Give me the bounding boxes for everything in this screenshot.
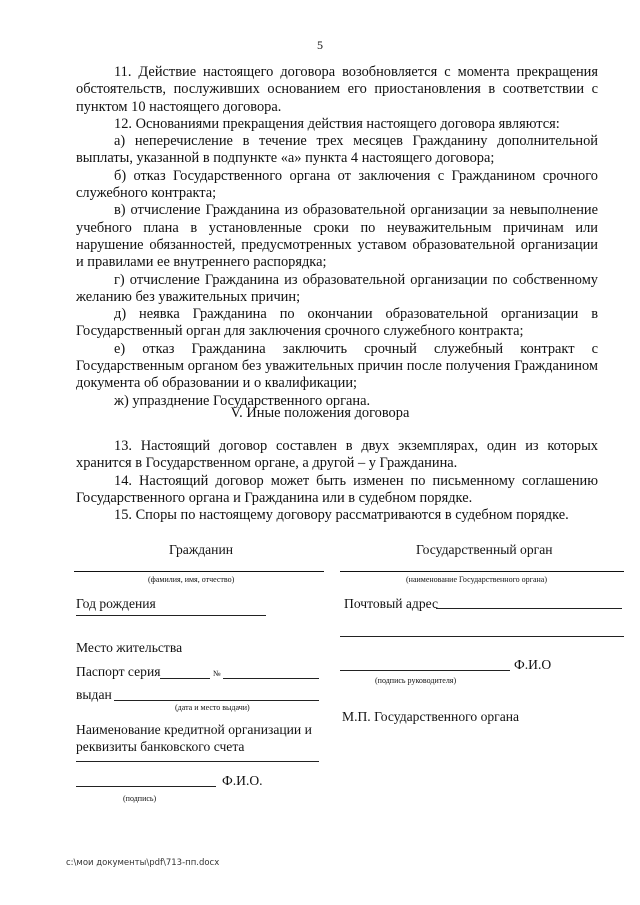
postal-address-label: Почтовый адрес — [344, 596, 439, 611]
passport-number-sign: № — [213, 669, 221, 678]
bank-line — [76, 761, 319, 762]
birth-year-line — [76, 615, 266, 616]
birth-year-label: Год рождения — [76, 596, 156, 611]
citizen-heading: Гражданин — [169, 542, 233, 557]
clause-zh: ж) упразднение Государственного органа. — [114, 392, 371, 409]
contract-text-section-5 — [76, 438, 598, 524]
paragraph-13: 13. Настоящий договор составлен в двух экземплярах, один из которых хранится в Государственном органе, а другой – у Гражданина. — [76, 438, 598, 472]
clause-v: в) отчисление Гражданина из образовательной организации за невыполнение учебного плана в установленные сроки по неуважительным причинам или нарушение обязанностей, предусмотренных уставом образовательной организации и правилами ее внутреннего распорядка; — [76, 202, 598, 271]
passport-series-label: Паспорт серия — [76, 664, 161, 679]
postal-address-line-2 — [340, 636, 624, 637]
footer-file-path: c:\мои документы\pdf\713-пп.docx — [66, 858, 220, 868]
state-body-heading: Государственный орган — [416, 542, 553, 557]
head-sign-caption: (подпись руководителя) — [375, 676, 457, 685]
postal-address-line — [436, 608, 622, 609]
residence-label: Место жительства — [76, 640, 183, 655]
issued-label: выдан — [76, 687, 112, 702]
paragraph-11: 11. Действие настоящего договора возобновляется с момента прекращения обстоятельств, послуживших основанием его приостановления в соответствии с пунктом 10 настоящего договора. — [76, 64, 598, 115]
paragraph-15: 15. Споры по настоящему договору рассматриваются в судебном порядке. — [114, 507, 569, 524]
citizen-fio-label: Ф.И.О. — [222, 773, 263, 788]
paragraph-12: 12. Основаниями прекращения действия настоящего договора являются: — [114, 115, 560, 132]
clause-a: а) неперечисление в течение трех месяцев Гражданину дополнительной выплаты, указанной в подпункте «а» пункта 4 настоящего договора; — [76, 133, 598, 167]
bank-label-line1: Наименование кредитной организации и — [76, 722, 312, 737]
head-signature-line — [340, 670, 510, 671]
citizen-name-caption: (фамилия, имя, отчество) — [148, 575, 235, 584]
state-body-name-line — [340, 571, 624, 572]
citizen-sign-caption: (подпись) — [123, 794, 157, 803]
clause-g: г) отчисление Гражданина из образовательной организации по собственному желанию без уважительных причин; — [76, 271, 598, 305]
paragraph-14: 14. Настоящий договор может быть изменен по письменному соглашению Государственного органа и Гражданина или в судебном порядке. — [76, 472, 598, 506]
passport-number-line — [223, 678, 319, 679]
clause-d: д) неявка Гражданина по окончании образовательной организации в Государственный орган для заключения срочного служебного контракта; — [76, 306, 598, 340]
citizen-name-line — [74, 571, 324, 572]
contract-text — [76, 64, 598, 410]
page-number: 5 — [317, 38, 323, 52]
stamp-label: М.П. Государственного органа — [342, 709, 520, 724]
issued-caption: (дата и место выдачи) — [175, 703, 250, 712]
clause-b: б) отказ Государственного органа от заключения с Гражданином срочного служебного контракта; — [76, 167, 598, 202]
issued-line — [114, 700, 319, 701]
clause-e: е) отказ Гражданина заключить срочный служебный контракт с Государственным органом без уважительных причин после получения Гражданином документа об образовании и о квалификации; — [76, 340, 598, 392]
state-body-name-caption: (наименование Государственного органа) — [406, 575, 547, 584]
citizen-signature-line — [76, 786, 216, 787]
passport-series-line — [160, 678, 210, 679]
bank-label-line2: реквизиты банковского счета — [76, 739, 245, 754]
state-body-fio-label: Ф.И.О — [514, 657, 552, 672]
section-title: V. Иные положения договора — [230, 405, 410, 421]
